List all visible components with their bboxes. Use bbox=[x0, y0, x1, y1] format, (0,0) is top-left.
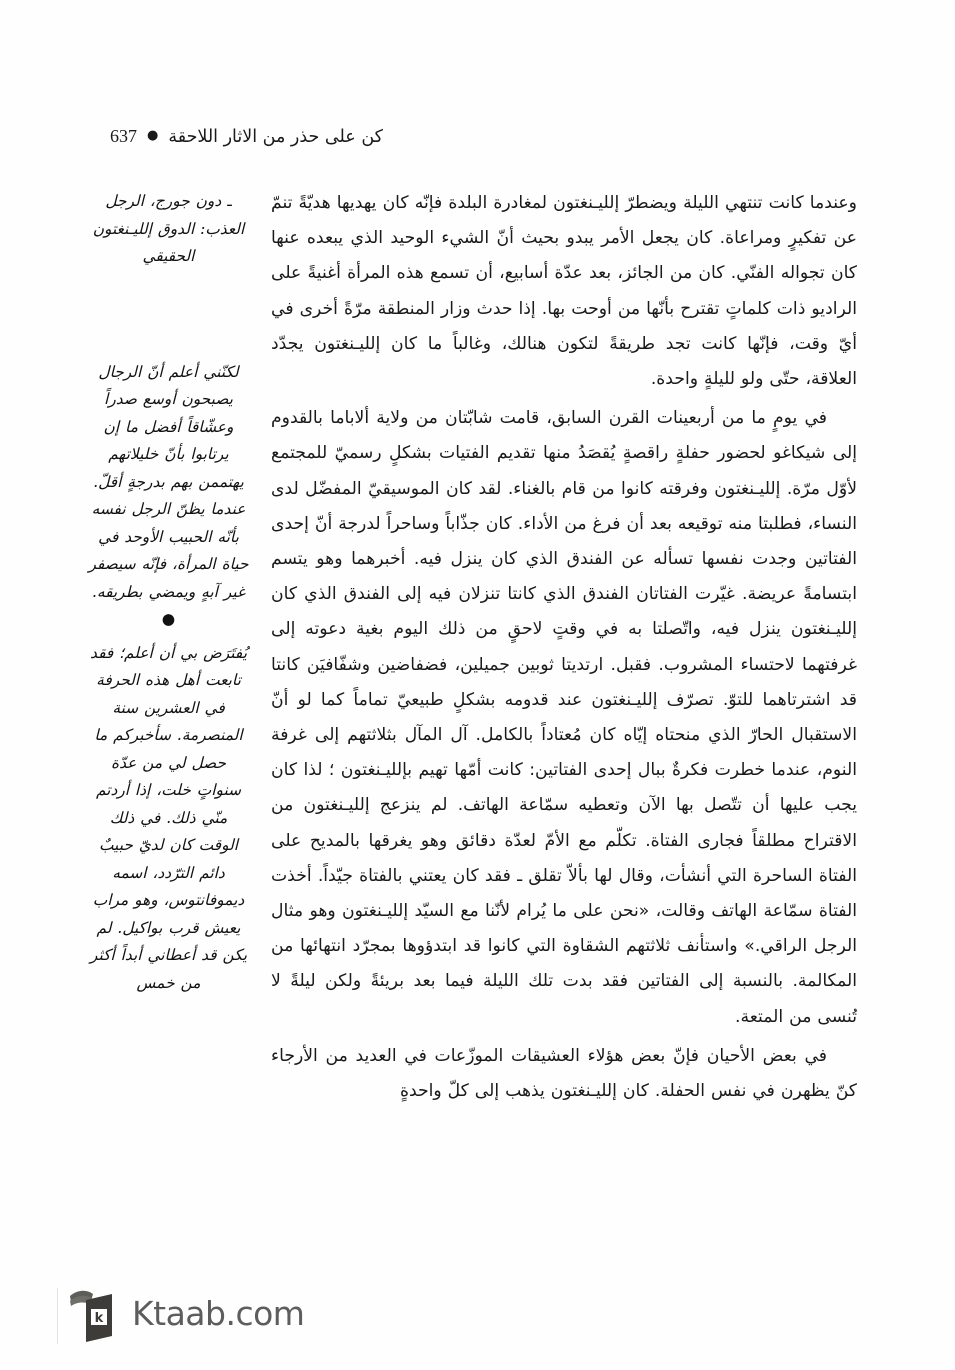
watermark[interactable] bbox=[64, 1282, 304, 1344]
ktaab-book-icon bbox=[64, 1282, 118, 1344]
watermark-brand: Ktaab.com bbox=[132, 1293, 305, 1333]
page-content bbox=[88, 186, 857, 1246]
running-head bbox=[110, 126, 660, 152]
running-head-title: كن على حذر من الاثار اللاحقة bbox=[168, 127, 383, 147]
page-number: 637 bbox=[110, 126, 137, 146]
margin-attribution: ـ دون جورج، الرجل العذب: الدوق إلليـنغتون الحقيقي bbox=[92, 192, 245, 265]
body-paragraph-2: في يومٍ ما من أربعينات القرن السابق، قامت شابّتان من ولاية ألاباما بالقدوم إلى شيكاغو لحضور حفلةٍ راقصةٍ يُقصَدُ منها تقديم الفتيات بشكلٍ رسميّ للمجتمع لأوّل مرّة. إلليـنغتون وفرقته كانوا من قام بالغناء. لقد كان الموسيقيّ المفضّل لدى النساء، فطلبتا منه توقيعه بعد أن فرغ من الأداء. كان جذّاباً وساحراً لدرجة أنّ إحدى الفتاتين وجدت نفسها تسأله عن الفندق الذي كان ينزل فيه. أخبرهما وهو يتسم ابتسامةً عريضة. غيّرت الفتاتان الفندق الذي كانتا تنزلان فيه إلى الفندق الذي كان إلليـنغتون ينزل فيه، واتّصلتا به في وقتٍ لاحقٍ من ذلك اليوم بغية دعوته إلى غرفتهما لاحتساء المشروب. فقبل. ارتديتا ثوبين جميلين، فضفاضين وشفّافيَن كانتا قد اشترتاهما للتوّ. تصرّف إلليـنغتون عند قدومه بشكلٍ طبيعيّ تماماً كما لو أنّ الاستقبال الحارّ الذي منحتاه إيّاه كان مُعتاداً بالكامل. آل المآل بثلاثتهم إلى غرفة النوم، عندما خطرت فكرةٌ ببال إحدى الفتاتين: كانت أمّها تهيم بإلليـنغتون ؛ لذا كان يجب عليها أن تتّصل بها الآن وتعطيه سمّاعة الهاتف. لم ينزعج إلليـنغتون من الاقتراح مطلقاً فجارى الفتاة. تكلّم مع الأمّ لعدّة دقائق وهو يغرقها بالمديح على الفتاة الساحرة التي أنشأت، وقال لها بألاّ تقلق ـ فقد كان يعتني بالفتاة جيّداً. أخذت الفتاة سمّاعة الهاتف وقالت، «نحن على ما يُرام لأنّنا مع السيّد إلليـنغتون وهو مثال الرجل الراقي.» واستأنف ثلاثتهم الشقاوة التي كانوا قد ابتدؤوها بمجرّد انتهائها من المكالمة. بالنسبة إلى الفتاتين فقد بدت تلك الليلة فيما بعد بريئةً ولكن ليلةً لا تُنسى من المتعة. bbox=[271, 408, 857, 1027]
body-column bbox=[271, 186, 857, 1246]
margin-column bbox=[88, 186, 249, 1246]
bullet-separator-icon: ● bbox=[147, 128, 159, 143]
watermark-divider bbox=[57, 1288, 58, 1344]
svg-text:k: k bbox=[94, 1311, 104, 1326]
body-paragraph-3: في بعض الأحيان فإنّ بعض هؤلاء العشيقات الموزّعات في العديد من الأرجاء كنّ يظهرن في نفس الحفلة. كان إلليـنغتون يذهب إلى كلّ واحدةٍ bbox=[271, 1045, 857, 1102]
body-paragraph-1: وعندما كانت تنتهي الليلة ويضطرّ إلليـنغتون لمغادرة البلدة فإنّه كان يهديها هديّةً تنمّ عن تفكيرٍ ومراعاة. كان يجعل الأمر يبدو بحيث أنّ الشيء الوحيد الذي يبعده عنها كان تجواله الفنّي. كان من الجائز، بعد عدّة أسابيع، أن تسمع هذه المرأة أغنيةً على الراديو ذات كلماتٍ تقترح بأنّها من أوحت بها. إذا حدث وزار المنطقة مرّةً أخرى في أيّ وقت، فإنّها كانت تجد طريقةً لتكون هنالك، وغالباً ما كان إلليـنغتون يجدّد العلاقة، حتّى ولو لليلةٍ واحدة. bbox=[271, 193, 857, 390]
margin-quote-1: لكنّني أعلم أنّ الرجال يصبحون أوسع صدراً وعشّاقاً أفضل ما إن يرتابوا بأنّ خليلاتهم يهتممن بهم بدرجةٍ أقلّ. عندما يظنّ الرجل نفسه بأنّه الحبيب الأوحد في حياة المرأة، فإنّه سيصفر غير آبهٍ ويمضي بطريقه. ● bbox=[88, 362, 249, 628]
margin-quote-2: يُفتَرَض بي أن أعلم؛ فقد تابعت أهل هذه الحرفة في العشرين سنة المنصرمة. سأخبركم ما حصل لي من عدّة سنواتٍ خلت، إذا أردتم منّي ذلك. في ذلك الوقت كان لديّ حبيبٌ دائم الترّدد، اسمه ديموفانتوس، وهو مراب يعيش قرب بواكيل. لم يكن قد أعطاني أبداً أكثر من خمس bbox=[89, 643, 248, 992]
